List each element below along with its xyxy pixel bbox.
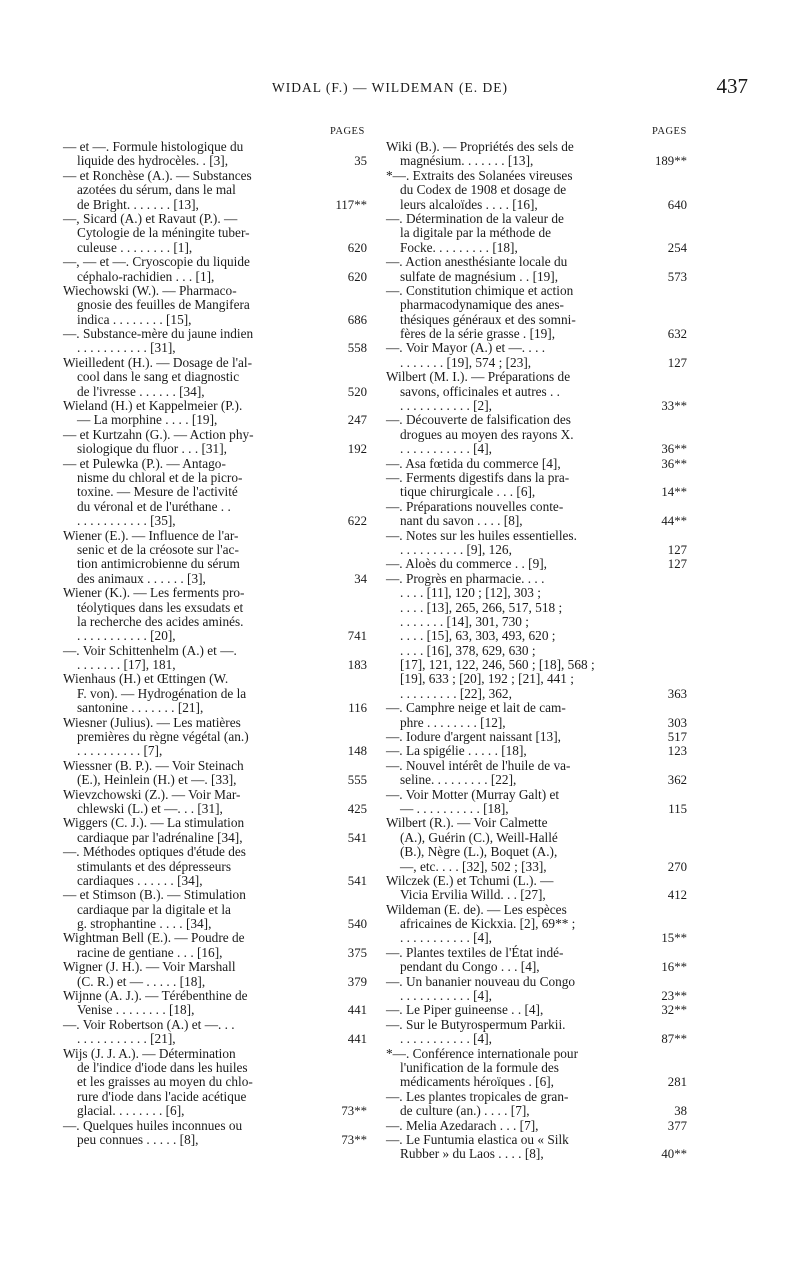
entry-page-ref: 303 (667, 715, 687, 730)
entry-line: phre . . . . . . . . [12], (400, 714, 506, 730)
index-entry (63, 167, 367, 212)
entry-line: de Bright. . . . . . . [13], (77, 196, 199, 212)
entry-line: sulfate de magnésium . . [19], (400, 268, 559, 284)
entry-line: —, Sicard (A.) et Ravaut (P.). — (63, 210, 238, 226)
index-entry (386, 815, 687, 874)
entry-line: — et Pulewka (P.). — Antago- (63, 455, 226, 471)
entry-line: —. Découverte de falsification des (386, 412, 571, 428)
index-entry (386, 167, 687, 212)
entry-page-ref: 115 (668, 801, 687, 816)
entry-line: Wienhaus (H.) et Œttingen (W. (63, 671, 229, 687)
entry-line: tion antimicrobienne du sérum (77, 556, 240, 572)
entry-line: Wijs (J. J. A.). — Détermination (63, 1045, 236, 1061)
entry-line: de culture (an.) . . . . [7], (400, 1103, 530, 1119)
entry-line: . . . . . . . . . . . [2], (400, 398, 492, 414)
entry-line: du Codex de 1908 et dosage de (400, 182, 567, 198)
entry-line: la digitale par la méthode de (400, 225, 552, 241)
entry-line: (B.), Nègre (L.), Boquet (A.), (400, 844, 558, 860)
entry-page-ref: 555 (347, 773, 367, 788)
entry-page-ref: 622 (347, 514, 367, 529)
entry-line: . . . . . . . . . [22], 362, (400, 685, 512, 701)
index-entry (386, 210, 687, 255)
entry-page-ref: 541 (347, 830, 367, 845)
entry-page-ref: 35 (354, 154, 367, 169)
entry-page-ref: 23** (661, 989, 687, 1004)
entry-page-ref: 73** (341, 1104, 367, 1119)
entry-line: —. Substance-mère du jaune indien (63, 326, 254, 342)
index-entry (386, 901, 687, 946)
entry-line: —. Ferments digestifs dans la pra- (386, 469, 570, 485)
entry-page-ref: 123 (667, 744, 687, 759)
entry-line: de l'indice d'iode dans les huiles (77, 1060, 248, 1075)
entry-line: l'unification de la formule des (400, 1060, 559, 1075)
entry-page-ref: 573 (667, 269, 687, 284)
index-entry (386, 872, 687, 903)
index-entry (63, 455, 367, 529)
entry-line: *—. Extraits des Solanées vireuses (386, 167, 573, 183)
entry-page-ref: 247 (347, 413, 367, 428)
entry-page-ref: 183 (347, 658, 367, 673)
index-entry (63, 426, 367, 457)
entry-line: drogues au moyen des rayons X. (400, 426, 574, 442)
entry-line: liquide des hydrocèles. . [3], (77, 153, 229, 169)
running-title: WIDAL (F.) — WILDEMAN (E. DE) (272, 80, 508, 95)
entry-page-ref: 254 (667, 240, 687, 255)
entry-page-ref: 741 (347, 629, 367, 644)
index-entry (63, 1016, 367, 1047)
entry-line: du véronal et de l'uréthane . . (77, 498, 231, 514)
index-entry (63, 815, 367, 845)
entry-line: savons, officinales et autres . . (400, 383, 561, 399)
entry-line: . . . . . . . . . . . [4], (400, 988, 492, 1004)
entry-page-ref: 14** (661, 485, 687, 500)
entry-line: —. Progrès en pharmacie. . . . (386, 570, 545, 586)
entry-line: —. Constitution chimique et action (386, 282, 574, 298)
entry-line: —. Iodure d'argent naissant [13], (386, 729, 561, 745)
entry-line: — La morphine . . . . [19], (77, 412, 218, 428)
entry-line: [19], 633 ; [20], 192 ; [21], 441 ; (400, 671, 574, 687)
entry-page-ref: 686 (347, 312, 367, 327)
entry-page-ref: 192 (347, 442, 367, 457)
index-entry (63, 210, 367, 255)
index-entry (63, 398, 367, 428)
entry-page-ref: 38 (674, 1104, 687, 1119)
entry-line: senic et de la créosote sur l'ac- (77, 541, 239, 557)
entry-line: *—. Conférence internationale pour (386, 1045, 578, 1061)
entry-line: nisme du chloral et de la picro- (77, 469, 243, 485)
entry-page-ref: 116 (348, 701, 367, 716)
index-entry (386, 340, 687, 370)
entry-line: leurs alcaloïdes . . . . [16], (400, 196, 538, 212)
entry-line: —. Préparations nouvelles conte- (386, 498, 564, 514)
index-entry (386, 1016, 687, 1047)
index-entry (386, 1088, 687, 1119)
entry-line: africaines de Kickxia. [2], 69** ; (400, 916, 576, 932)
entry-line: — . . . . . . . . . . [18], (400, 800, 509, 816)
entry-page-ref: 127 (667, 542, 687, 557)
entry-line: Focke. . . . . . . . . [18], (400, 239, 518, 255)
entry-line: cardiaque par la digitale et la (77, 901, 231, 917)
index-entry (386, 700, 687, 730)
entry-page-ref: 517 (667, 730, 687, 744)
entry-line: gnosie des feuilles de Mangifera (77, 297, 250, 313)
entry-line: . . . . [11], 120 ; [12], 303 ; (400, 585, 541, 601)
entry-line: —, — et —. Cryoscopie du liquide (63, 254, 250, 270)
index-entry (386, 1131, 687, 1162)
entry-line: Wiener (K.). — Les ferments pro- (63, 585, 245, 601)
entry-line: —. Action anesthésiante locale du (386, 254, 568, 270)
index-entry (63, 757, 367, 788)
entry-page-ref: 32** (661, 1003, 687, 1018)
index-entry (63, 354, 367, 399)
entry-line: Wightman Bell (E.). — Poudre de (63, 930, 245, 946)
entry-line: —. Voir Mayor (A.) et —. . . . (386, 340, 546, 356)
entry-line: téolytiques dans les exsudats et (77, 599, 244, 615)
entry-line: . . . . . . . . . . . [35], (77, 513, 176, 529)
entry-line: Wilczek (E.) et Tchumi (L.). — (386, 872, 554, 888)
entry-line: Wiessner (B. P.). — Voir Steinach (63, 757, 244, 773)
index-entry (386, 369, 687, 414)
pages-label-right: PAGES (652, 126, 687, 137)
entry-line: cardiaque par l'adrénaline [34], (77, 829, 243, 845)
entry-line: toxine. — Mesure de l'activité (77, 484, 238, 500)
entry-line: . . . . [15], 63, 303, 493, 620 ; (400, 628, 556, 644)
entry-line: tique chirurgicale . . . [6], (400, 484, 536, 500)
entry-line: —. Le Piper guineense . . [4], (386, 1002, 544, 1018)
entry-line: indica . . . . . . . . [15], (77, 311, 192, 327)
entry-page-ref: 36** (661, 442, 687, 457)
index-entry (63, 714, 367, 759)
entry-line: Rubber » du Laos . . . . [8], (400, 1146, 544, 1162)
index-entry (386, 139, 687, 169)
entry-page-ref: 15** (661, 931, 687, 946)
entry-page-ref: 558 (347, 341, 367, 356)
entry-line: cardiaques . . . . . . [34], (77, 872, 203, 888)
entry-line: Wijnne (A. J.). — Térébenthine de (63, 988, 248, 1004)
right-column (386, 139, 687, 1162)
entry-line: g. strophantine . . . . [34], (77, 916, 212, 932)
entry-line: fères de la série grasse . [19], (400, 326, 556, 342)
entry-page-ref: 362 (667, 773, 687, 788)
entry-line: —. Méthodes optiques d'étude des (63, 844, 246, 860)
entry-page-ref: 620 (347, 240, 367, 255)
entry-line: pharmacodynamique des anes- (400, 297, 564, 313)
index-entry (386, 944, 687, 975)
index-entry (386, 743, 687, 759)
index-entry (63, 930, 367, 960)
index-entry (63, 254, 367, 284)
entry-line: santonine . . . . . . . [21], (77, 700, 204, 716)
index-entry (386, 973, 687, 1004)
entry-line: —. Camphre neige et lait de cam- (386, 700, 566, 716)
entry-page-ref: 87** (661, 1032, 687, 1047)
index-entry (386, 729, 687, 745)
index-entry (63, 1045, 367, 1119)
entry-line: Venise . . . . . . . . [18], (77, 1002, 195, 1018)
index-entry (386, 282, 687, 342)
entry-line: (C. R.) et — . . . . . [18], (77, 973, 206, 989)
index-entry (63, 959, 367, 989)
entry-line: —. La spigélie . . . . . [18], (386, 743, 527, 759)
entry-line: siologique du fluor . . . [31], (77, 441, 227, 457)
entry-line: — et Ronchèse (A.). — Substances (63, 167, 252, 183)
entry-line: . . . . . . . . . . . [31], (77, 340, 176, 356)
entry-line: —. Plantes textiles de l'État indé- (386, 944, 564, 960)
index-entry (386, 412, 687, 457)
index-entry (63, 527, 367, 587)
entry-page-ref: 520 (347, 384, 367, 399)
index-entry (386, 469, 687, 500)
entry-line: culeuse . . . . . . . . [1], (77, 239, 193, 255)
entry-page-ref: 363 (667, 686, 687, 701)
entry-line: Cytologie de la méningite tuber- (77, 225, 250, 241)
entry-line: seline. . . . . . . . . [22], (400, 772, 517, 788)
entry-page-ref: 412 (667, 888, 687, 903)
page-header (40, 74, 748, 102)
entry-line: —. Aloès du commerce . . [9], (386, 556, 547, 572)
entry-line: —. Voir Schittenhelm (A.) et —. (63, 642, 237, 658)
entry-page-ref: 33** (661, 399, 687, 414)
entry-line: . . . . [13], 265, 266, 517, 518 ; (400, 599, 563, 615)
entry-page-ref: 620 (347, 269, 367, 284)
entry-line: . . . . . . . . . . [7], (77, 743, 163, 759)
entry-line: —. Le Funtumia elastica ou « Silk (386, 1131, 569, 1147)
entry-line: . . . . . . . [17], 181, (77, 657, 176, 673)
entry-line: (A.), Guérin (C.), Weill-Hallé (400, 829, 558, 845)
entry-page-ref: 117** (335, 197, 367, 212)
index-entry (63, 786, 367, 817)
entry-line: Wiechowski (W.). — Pharmaco- (63, 282, 237, 298)
entry-line: —. Les plantes tropicales de gran- (386, 1088, 569, 1104)
entry-page-ref: 189** (655, 154, 687, 169)
entry-line: —. Détermination de la valeur de (386, 210, 564, 226)
entry-line: . . . . . . . . . . . [4], (400, 1031, 492, 1047)
index-entry (63, 844, 367, 888)
entry-line: stimulants et des dépresseurs (77, 858, 231, 874)
entry-line: —. Sur le Butyrospermum Parkii. (386, 1016, 566, 1032)
index-entry (386, 498, 687, 529)
entry-line: —. Melia Azedarach . . . [7], (386, 1117, 539, 1133)
entry-line: magnésium. . . . . . . [13], (400, 153, 534, 169)
index-entry (63, 642, 367, 673)
index-entry (63, 282, 367, 327)
entry-line: des animaux . . . . . . [3], (77, 570, 206, 586)
entry-line: rure d'iode dans l'acide acétique (77, 1088, 247, 1104)
entry-page-ref: 425 (347, 801, 367, 816)
entry-line: [17], 121, 122, 246, 560 ; [18], 568 ; (400, 657, 595, 673)
entry-page-ref: 377 (667, 1118, 687, 1133)
entry-line: Wiener (E.). — Influence de l'ar- (63, 527, 239, 543)
entry-line: . . . . . . . [14], 301, 730 ; (400, 613, 529, 629)
entry-line: (E.), Heinlein (H.) et —. [33], (77, 772, 237, 788)
entry-line: —. Notes sur les huiles essentielles. (386, 527, 577, 543)
index-entry (63, 887, 367, 932)
index-entry (63, 585, 367, 644)
index-entry (386, 757, 687, 788)
entry-line: pendant du Congo . . . [4], (400, 959, 540, 975)
entry-line: premières du règne végétal (an.) (77, 729, 249, 745)
entry-line: —. Asa fœtida du commerce [4], (386, 455, 561, 471)
entry-page-ref: 16** (661, 960, 687, 975)
entry-page-ref: 148 (347, 744, 367, 759)
entry-line: Wieilledent (H.). — Dosage de l'al- (63, 354, 253, 370)
entry-line: —. Voir Motter (Murray Galt) et (386, 786, 560, 802)
entry-page-ref: 379 (347, 974, 367, 989)
entry-page-ref: 441 (347, 1003, 367, 1018)
index-entry (386, 786, 687, 817)
index-entry (386, 1117, 687, 1133)
entry-line: Wiki (B.). — Propriétés des sels de (386, 139, 574, 154)
entry-line: thésiques généraux et des somni- (400, 311, 576, 327)
index-entry (63, 1117, 367, 1148)
entry-line: azotées du sérum, dans le mal (77, 182, 236, 198)
index-entry (386, 254, 687, 284)
entry-page-ref: 34 (354, 571, 367, 586)
entry-line: Wiesner (Julius). — Les matières (63, 714, 241, 730)
entry-page-ref: 375 (347, 945, 367, 960)
entry-line: . . . . . . . [19], 574 ; [23], (400, 354, 532, 370)
entry-line: . . . . . . . . . . . [4], (400, 441, 492, 457)
entry-line: . . . . . . . . . . . [21], (77, 1031, 176, 1047)
entry-line: . . . . [16], 378, 629, 630 ; (400, 642, 536, 658)
entry-line: . . . . . . . . . . . [20], (77, 628, 176, 644)
entry-line: Wilbert (M. I.). — Préparations de (386, 369, 571, 385)
index-entry (63, 139, 367, 169)
index-entry (63, 671, 367, 716)
entry-line: Vicia Ervilia Willd. . . [27], (400, 887, 546, 903)
entry-line: Wigner (J. H.). — Voir Marshall (63, 959, 236, 975)
entry-line: racine de gentiane . . . [16], (77, 944, 223, 960)
entry-page-ref: 44** (661, 514, 687, 529)
entry-page-ref: 73** (341, 1132, 367, 1147)
entry-line: glacial. . . . . . . . [6], (77, 1103, 185, 1119)
entry-line: Wieland (H.) et Kappelmeier (P.). (63, 398, 243, 414)
entry-line: Wilbert (R.). — Voir Calmette (386, 815, 548, 831)
entry-line: médicaments héroïques . [6], (400, 1074, 554, 1090)
left-column (63, 139, 367, 1147)
entry-page-ref: 640 (667, 197, 687, 212)
index-entry (386, 1045, 687, 1090)
entry-line: la recherche des acides aminés. (77, 613, 244, 629)
entry-page-ref: 270 (667, 859, 687, 874)
entry-line: —. Un bananier nouveau du Congo (386, 973, 576, 989)
entry-line: —, etc. . . . [32], 502 ; [33], (400, 858, 547, 874)
entry-line: Wievzchowski (Z.). — Voir Mar- (63, 786, 241, 802)
entry-line: —. Voir Robertson (A.) et —. . . (63, 1016, 235, 1032)
entry-page-ref: 281 (667, 1075, 687, 1090)
index-entry (386, 570, 687, 702)
entry-line: cool dans le sang et diagnostic (77, 369, 240, 385)
entry-line: . . . . . . . . . . . [4], (400, 930, 492, 946)
entry-line: F. von). — Hydrogénation de la (77, 685, 247, 701)
entry-line: — et Stimson (B.). — Stimulation (63, 887, 246, 903)
entry-page-ref: 127 (667, 557, 687, 572)
entry-page-ref: 36** (661, 456, 687, 471)
index-entry (63, 326, 367, 356)
index-entry (386, 455, 687, 471)
entry-line: —. Quelques huiles inconnues ou (63, 1117, 243, 1133)
entry-line: Wildeman (E. de). — Les espèces (386, 901, 567, 917)
entry-page-ref: 632 (667, 327, 687, 342)
pages-label-left: PAGES (330, 126, 365, 137)
entry-line: nant du savon . . . . [8], (400, 513, 523, 529)
entry-line: Wiggers (C. J.). — La stimulation (63, 815, 245, 831)
entry-line: — et —. Formule histologique du (63, 139, 244, 154)
entry-page-ref: 441 (347, 1032, 367, 1047)
entry-line: et les graisses au moyen du chlo- (77, 1074, 253, 1090)
index-entry (386, 1002, 687, 1018)
index-entry (63, 988, 367, 1018)
entry-line: . . . . . . . . . . [9], 126, (400, 541, 512, 557)
page-number: 437 (716, 74, 748, 98)
entry-line: — et Kurtzahn (G.). — Action phy- (63, 426, 254, 442)
entry-line: chlewski (L.) et —. . . [31], (77, 800, 223, 816)
entry-page-ref: 40** (661, 1147, 687, 1162)
entry-line: peu connues . . . . . [8], (77, 1131, 199, 1147)
entry-line: —. Nouvel intérêt de l'huile de va- (386, 757, 571, 773)
entry-line: de l'ivresse . . . . . . [34], (77, 383, 205, 399)
index-entry (386, 556, 687, 572)
entry-page-ref: 127 (667, 355, 687, 370)
index-entry (386, 527, 687, 558)
entry-page-ref: 540 (347, 917, 367, 932)
entry-line: céphalo-rachidien . . . [1], (77, 268, 215, 284)
entry-page-ref: 541 (347, 873, 367, 888)
